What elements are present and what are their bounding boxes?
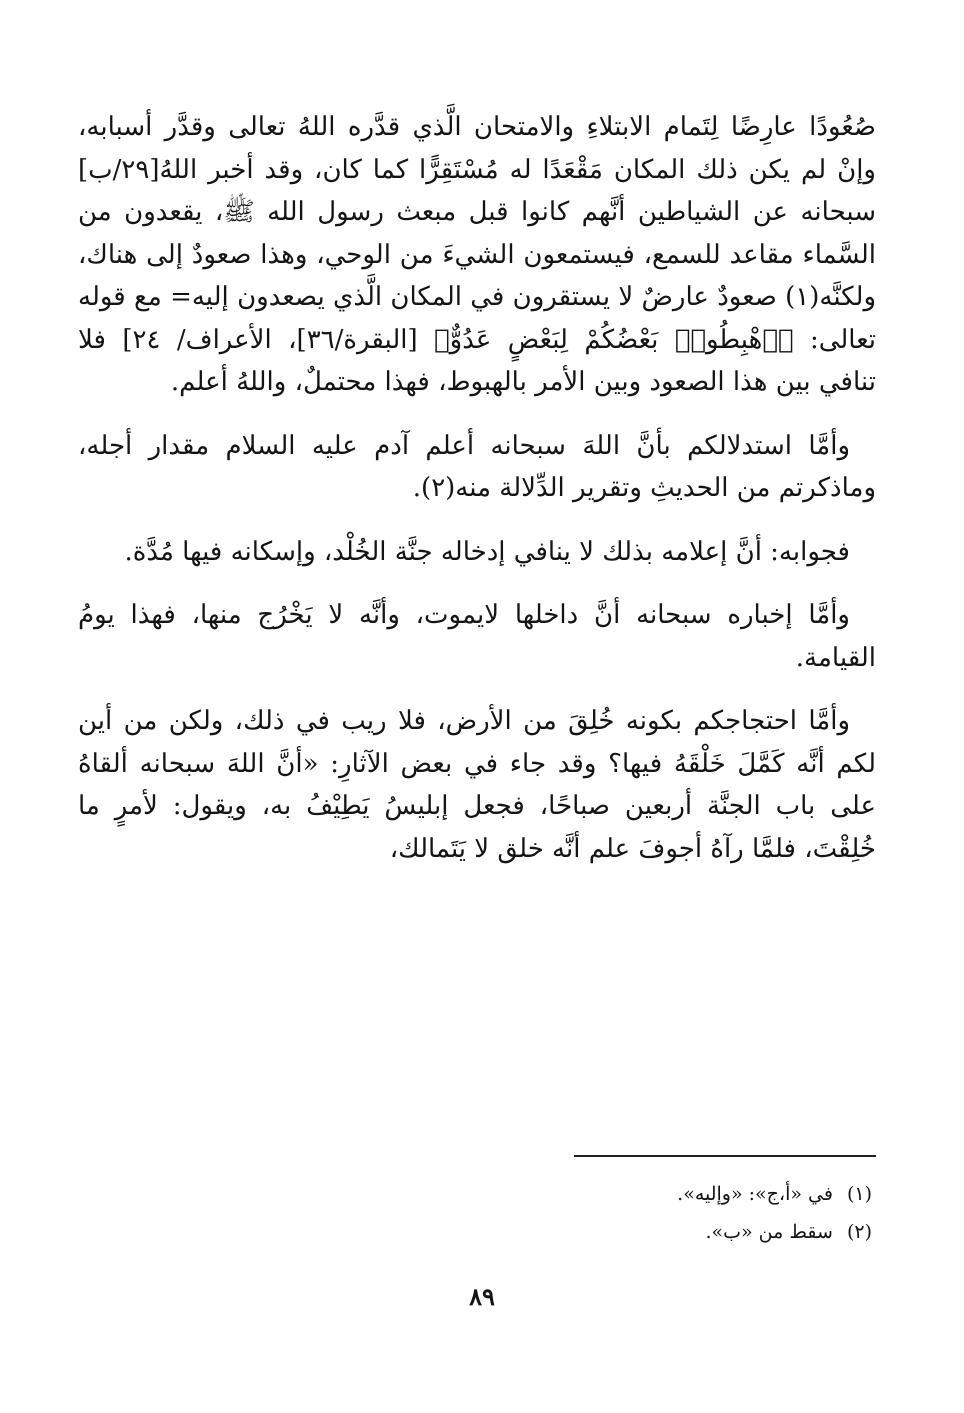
footnote-2 [300,1213,872,1251]
paragraph-4: وأمَّا إخباره سبحانه أنَّ داخلها لايموت، وأنَّه لا يَخْرُج منها، فهذا يومُ القيامة. [78,600,876,673]
paragraph-3: فجوابه: أنَّ إعلامه بذلك لا ينافي إدخاله جنَّة الخُلْد، وإسكانه فيها مُدَّة. [124,536,850,567]
footnotes [300,1175,872,1251]
footnote-separator [574,1155,876,1157]
paragraph-2: وأمَّا استدلالكم بأنَّ اللهَ سبحانه أعلم آدم عليه السلام مقدار أجله، وماذكرتم من الحديثِ وتقرير الدِّلالة منه(٢). [78,430,876,503]
paragraph-5: وأمَّا احتجاجكم بكونه خُلِقَ من الأرض، فلا ريب في ذلك، ولكن من أين لكم أنَّه كَمَّلَ خَلْقَهُ فيها؟ وقد جاء في بعض الآثارِ: «أنَّ اللهَ سبحانه ألقاهُ على باب الجنَّة أربعين صباحًا، فجعل إبليسُ يَطِيْفُ به، ويقول: لأمرٍ ما خُلِقْتَ، فلمَّا رآهُ أجوفَ علم أنَّه خلق لا يَتَمالك، [78,706,876,864]
footnote-text: في «أ،ج»: «وإليه». [677,1183,833,1205]
page-number: ٨٩ [469,1282,495,1311]
main-text [78,106,876,891]
footnote-1 [300,1175,872,1213]
paragraph-1: صُعُودًا عارِضًا لِتَمام الابتلاءِ والامتحان الَّذي قدَّره اللهُ تعالى وقدَّر أسبابه، وإنْ لم يكن ذلك المكان مَقْعَدًا له مُسْتَقِرًّا كما كان، وقد أخبر اللهُ[٢٩/ب] سبحانه عن الشياطين أنَّهم كانوا قبل مبعث رسول الله ﷺ، يقعدون من السَّماء مقاعد للسمع، فيستمعون الشيءَ من الوحي، وهذا صعودٌ إلى هناك، ولكنَّه(١) صعودٌ عارضٌ لا يستقرون في المكان الَّذي يصعدون إليه= مع قوله تعالى: ﴿ٱهْبِطُوا۟ بَعْضُكُمْ لِبَعْضٍ عَدُوٌّ﴾ [البقرة/٣٦]، الأعراف/ ٢٤] فلا تنافي بين هذا الصعود وبين الأمر بالهبوط، فهذا محتملٌ، واللهُ أعلم. [78,112,876,397]
footnote-text: سقط من «ب». [705,1221,833,1243]
footnote-number: (٢) [846,1221,872,1243]
footnote-number: (١) [846,1183,872,1205]
